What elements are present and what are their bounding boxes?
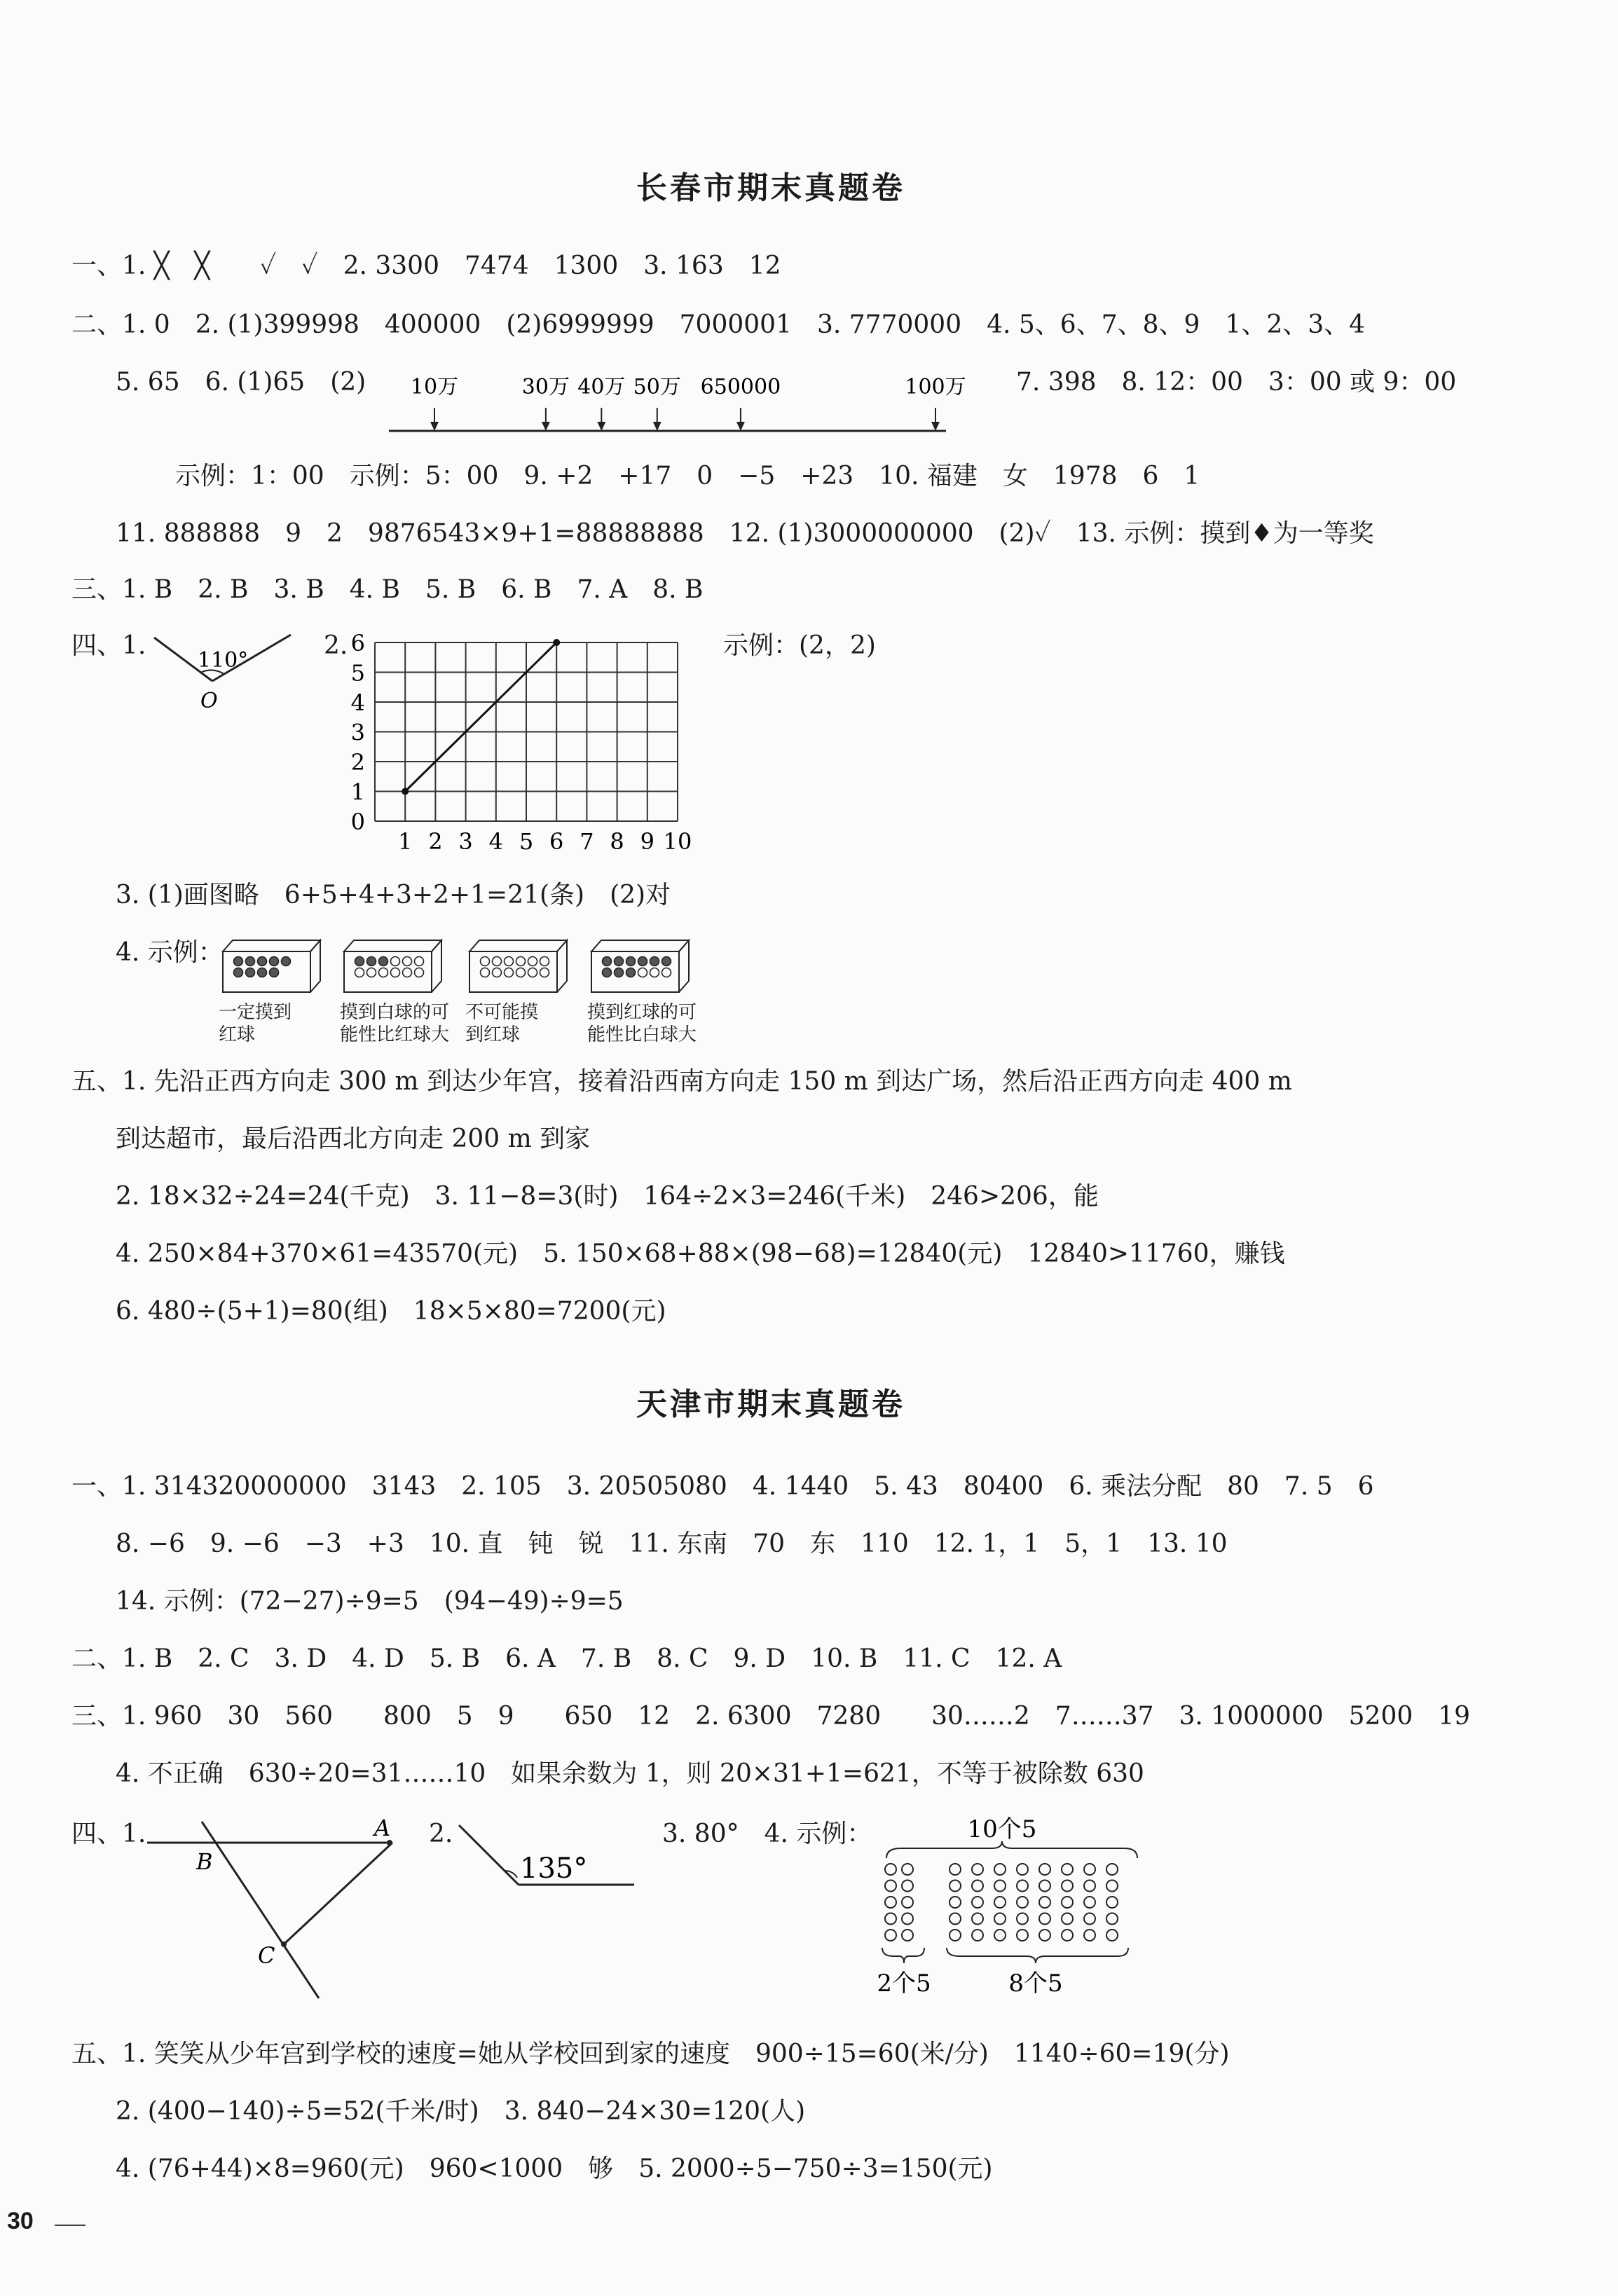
x-tick-label: 5: [519, 828, 534, 855]
ball-box: [465, 936, 584, 1046]
answer-line: 二、1. B 2. C 3. D 4. D 5. B 6. A 7. B 8. C 9. D 10. B 11. C 12. A: [71, 1644, 1062, 1673]
red-ball: [603, 957, 612, 966]
white-ball: [481, 968, 490, 977]
red-ball: [626, 957, 636, 966]
dot: [902, 1913, 913, 1925]
white-ball: [355, 968, 364, 977]
point-label-a: A: [374, 1815, 391, 1841]
box-caption: 摸到红球的可: [587, 1002, 697, 1023]
section-title: 天津市期末真题卷: [636, 1387, 905, 1422]
dot: [994, 1913, 1006, 1925]
dot: [972, 1913, 983, 1925]
dot: [1062, 1913, 1073, 1925]
number-line-arrowhead: [653, 422, 661, 431]
red-ball: [662, 957, 671, 966]
ball-box: [340, 936, 459, 1046]
box-caption: 摸到白球的可: [340, 1002, 450, 1023]
page-number-rule: [55, 2225, 85, 2226]
dot: [972, 1897, 983, 1908]
dot-array-right-label: 8个5: [1008, 1970, 1063, 1998]
white-ball: [540, 968, 549, 977]
red-ball: [379, 957, 388, 966]
red-ball: [367, 957, 376, 966]
dot: [1084, 1930, 1095, 1941]
geometry-figure: [140, 1815, 406, 2004]
dot: [972, 1930, 983, 1941]
answer-line: 7. 398 8. 12：00 3：00 或 9：00: [1016, 368, 1457, 397]
box-caption: 能性比白球大: [587, 1024, 697, 1045]
y-tick-label: 6: [350, 630, 365, 657]
box-caption: 一定摸到: [219, 1002, 292, 1023]
answer-line: 3. 80° 4. 示例：: [662, 1820, 872, 1848]
y-tick-label: 3: [350, 719, 365, 746]
dot: [1084, 1897, 1095, 1908]
x-tick-label: 1: [398, 828, 413, 855]
dot: [994, 1897, 1006, 1908]
dot: [1106, 1930, 1118, 1941]
dot: [1039, 1864, 1050, 1875]
answer-line: 五、1. 先沿正西方向走 300 m 到达少年宫，接着沿西南方向走 150 m 到达广场，然后沿正西方向走 400 m: [71, 1067, 1292, 1096]
box-drawing: [219, 936, 324, 995]
white-ball: [391, 968, 400, 977]
red-ball: [282, 957, 291, 966]
red-ball: [626, 968, 636, 977]
x-tick-label: 7: [580, 828, 594, 855]
white-ball: [481, 957, 490, 966]
dot: [885, 1913, 896, 1925]
ball-box: [587, 936, 706, 1046]
y-tick-label: 1: [350, 778, 365, 806]
white-ball: [391, 957, 400, 966]
answer-line: 8. −6 9. −6 −3 +3 10. 直 钝 锐 11. 东南 70 东 110 12. 1，1 5，1 13. 10: [116, 1529, 1228, 1558]
number-line-label: 100万: [905, 375, 966, 399]
box-caption: 不可能摸: [465, 1002, 539, 1023]
answer-line: 2.: [324, 631, 348, 660]
answer-line: 4. 250×84+370×61=43570(元) 5. 150×68+88×(98−68)=12840(元) 12840>11760，赚钱: [116, 1239, 1285, 1268]
red-ball: [270, 968, 279, 977]
white-ball: [638, 968, 647, 977]
dot: [1017, 1864, 1028, 1875]
red-ball: [246, 968, 255, 977]
number-line-arrowhead: [542, 422, 550, 431]
white-ball: [403, 968, 412, 977]
grid-chart: [343, 630, 708, 862]
angle-figure: [140, 631, 301, 715]
dot: [1017, 1897, 1028, 1908]
answer-line: 三、1. B 2. B 3. B 4. B 5. B 6. B 7. A 8. B: [71, 575, 704, 604]
answer-line: 4. 不正确 630÷20=31……10 如果余数为 1，则 20×31+1=621，不等于被除数 630: [116, 1759, 1144, 1788]
answer-line: 五、1. 笑笑从少年宫到学校的速度=她从学校回到家的速度 900÷15=60(米/分) 1140÷60=19(分): [71, 2040, 1230, 2068]
dot: [1106, 1864, 1118, 1875]
white-ball: [505, 968, 514, 977]
dot: [994, 1864, 1006, 1875]
dot: [1084, 1864, 1095, 1875]
white-ball: [505, 957, 514, 966]
number-line-arrowhead: [736, 422, 745, 431]
red-ball: [258, 968, 267, 977]
answer-line: 2. 18×32÷24=24(千克) 3. 11−8=3(时) 164÷2×3=246(千米) 246>206，能: [116, 1182, 1099, 1211]
white-ball: [415, 957, 424, 966]
dot: [972, 1881, 983, 1892]
dot: [949, 1930, 961, 1941]
dot: [1106, 1913, 1118, 1925]
white-ball: [493, 968, 502, 977]
number-line-arrowhead: [430, 422, 439, 431]
white-ball: [516, 968, 526, 977]
white-ball: [403, 957, 412, 966]
box-caption: 能性比红球大: [340, 1024, 450, 1045]
white-ball: [493, 957, 502, 966]
x-tick-label: 3: [458, 828, 473, 855]
x-tick-label: 2: [428, 828, 443, 855]
dot: [972, 1864, 983, 1875]
box-drawing: [587, 936, 692, 995]
dot-array: [872, 1815, 1153, 2018]
y-tick-label: 4: [350, 689, 365, 716]
red-ball: [234, 968, 243, 977]
x-tick-label: 4: [488, 828, 503, 855]
dot: [1017, 1913, 1028, 1925]
dot: [902, 1930, 913, 1941]
dot: [949, 1881, 961, 1892]
dot: [885, 1864, 896, 1875]
dot: [1017, 1881, 1028, 1892]
number-line-label: 40万: [577, 375, 626, 399]
dot: [949, 1913, 961, 1925]
y-tick-label: 5: [350, 659, 365, 687]
answer-line: 4. 示例：: [116, 938, 224, 967]
white-ball: [415, 968, 424, 977]
angle-figure: [455, 1822, 638, 1899]
dot: [902, 1864, 913, 1875]
x-tick-label: 10: [663, 828, 692, 855]
dot: [1039, 1881, 1050, 1892]
dot: [1106, 1881, 1118, 1892]
bottom-brace-left: [882, 1948, 924, 1963]
box-drawing: [465, 936, 570, 995]
x-tick-label: 6: [549, 828, 564, 855]
answer-line: 2. (400−140)÷5=52(千米/时) 3. 840−24×30=120(人): [116, 2097, 806, 2126]
answer-line: 四、1.: [71, 631, 146, 660]
answer-line: 2.: [429, 1820, 453, 1848]
dot: [1062, 1897, 1073, 1908]
segment-endpoint: [402, 788, 409, 795]
segment-endpoint: [553, 639, 560, 646]
dot: [1084, 1913, 1095, 1925]
y-tick-label: 2: [350, 749, 365, 776]
dot: [994, 1881, 1006, 1892]
white-ball: [528, 957, 537, 966]
answer-line: 一、1. ╳ ╳ ✓ ✓ 2. 3300 7474 1300 3. 163 12: [71, 252, 781, 280]
point-label-c: C: [258, 1942, 275, 1969]
top-brace: [886, 1841, 1137, 1858]
red-ball: [234, 957, 243, 966]
white-ball: [379, 968, 388, 977]
box-caption: 红球: [219, 1024, 256, 1045]
dot: [902, 1881, 913, 1892]
angle-label: 110°: [198, 648, 249, 673]
answer-line: 3. (1)画图略 6+5+4+3+2+1=21(条) (2)对: [116, 881, 671, 909]
answer-line: 示例：(2，2): [723, 631, 876, 660]
red-ball: [603, 968, 612, 977]
answer-line: 4. (76+44)×8=960(元) 960<1000 够 5. 2000÷5−750÷3=150(元): [116, 2154, 993, 2183]
answer-line: 四、1.: [71, 1820, 146, 1848]
dot: [885, 1897, 896, 1908]
dot: [949, 1897, 961, 1908]
page-number: 30: [7, 2208, 34, 2234]
white-ball: [528, 968, 537, 977]
answer-line: 三、1. 960 30 560 800 5 9 650 12 2. 6300 7280 30……2 7……37 3. 1000000 5200 19: [71, 1702, 1471, 1731]
dot: [1039, 1913, 1050, 1925]
x-tick-label: 9: [640, 828, 654, 855]
angle-label: 135°: [520, 1852, 588, 1885]
number-line-label: 10万: [410, 375, 459, 399]
dot: [1062, 1930, 1073, 1941]
red-ball: [355, 957, 364, 966]
dot: [1039, 1897, 1050, 1908]
dot: [885, 1930, 896, 1941]
point-label-b: B: [196, 1848, 213, 1875]
white-ball: [650, 968, 659, 977]
dot: [1062, 1881, 1073, 1892]
section-title: 长春市期末真题卷: [636, 170, 905, 206]
x-tick-label: 8: [610, 828, 624, 855]
answer-line: 二、1. 0 2. (1)399998 400000 (2)6999999 7000001 3. 7770000 4. 5、6、7、8、9 1、2、3、4: [71, 310, 1366, 339]
vertex-label: O: [200, 689, 218, 713]
answer-line: 5. 65 6. (1)65 (2): [116, 368, 366, 397]
white-ball: [540, 957, 549, 966]
number-line-label: 650000: [700, 375, 781, 399]
dot: [994, 1930, 1006, 1941]
dot: [1039, 1930, 1050, 1941]
red-ball: [246, 957, 255, 966]
white-ball: [367, 968, 376, 977]
red-ball: [650, 957, 659, 966]
answer-line: 11. 888888 9 2 9876543×9+1=88888888 12. (1)3000000000 (2)✓ 13. 示例：摸到♦为一等奖: [116, 519, 1374, 548]
white-ball: [662, 968, 671, 977]
dot: [1017, 1930, 1028, 1941]
red-ball: [270, 957, 279, 966]
number-line-label: 30万: [521, 375, 570, 399]
number-line-label: 50万: [633, 375, 681, 399]
red-ball: [615, 957, 624, 966]
bottom-brace-right: [947, 1948, 1128, 1963]
answer-line: 示例：1：00 示例：5：00 9. +2 +17 0 −5 +23 10. 福建 女 1978 6 1: [175, 462, 1200, 490]
number-line-arrowhead: [597, 422, 605, 431]
line-segment: [405, 642, 556, 792]
answer-line: 14. 示例：(72−27)÷9=5 (94−49)÷9=5: [116, 1587, 624, 1616]
box-drawing: [340, 936, 445, 995]
dot-array-left-label: 2个5: [877, 1970, 931, 1998]
red-ball: [615, 968, 624, 977]
dot: [902, 1897, 913, 1908]
dot-array-top-label: 10个5: [967, 1815, 1037, 1843]
dot: [1106, 1897, 1118, 1908]
number-line-arrowhead: [931, 422, 940, 431]
dot: [885, 1881, 896, 1892]
dot: [1084, 1881, 1095, 1892]
y-tick-label: 0: [350, 809, 365, 835]
answer-line: 一、1. 314320000000 3143 2. 105 3. 20505080 4. 1440 5. 43 80400 6. 乘法分配 80 7. 5 6: [71, 1472, 1374, 1501]
red-ball: [638, 957, 647, 966]
answer-line: 6. 480÷(5+1)=80(组) 18×5×80=7200(元): [116, 1297, 666, 1326]
ball-box: [219, 936, 338, 1046]
dot: [1062, 1864, 1073, 1875]
box-caption: 到红球: [465, 1024, 521, 1045]
number-line: [378, 364, 966, 441]
red-ball: [258, 957, 267, 966]
dot: [949, 1864, 961, 1875]
white-ball: [516, 957, 526, 966]
answer-line: 到达超市，最后沿西北方向走 200 m 到家: [116, 1125, 591, 1153]
